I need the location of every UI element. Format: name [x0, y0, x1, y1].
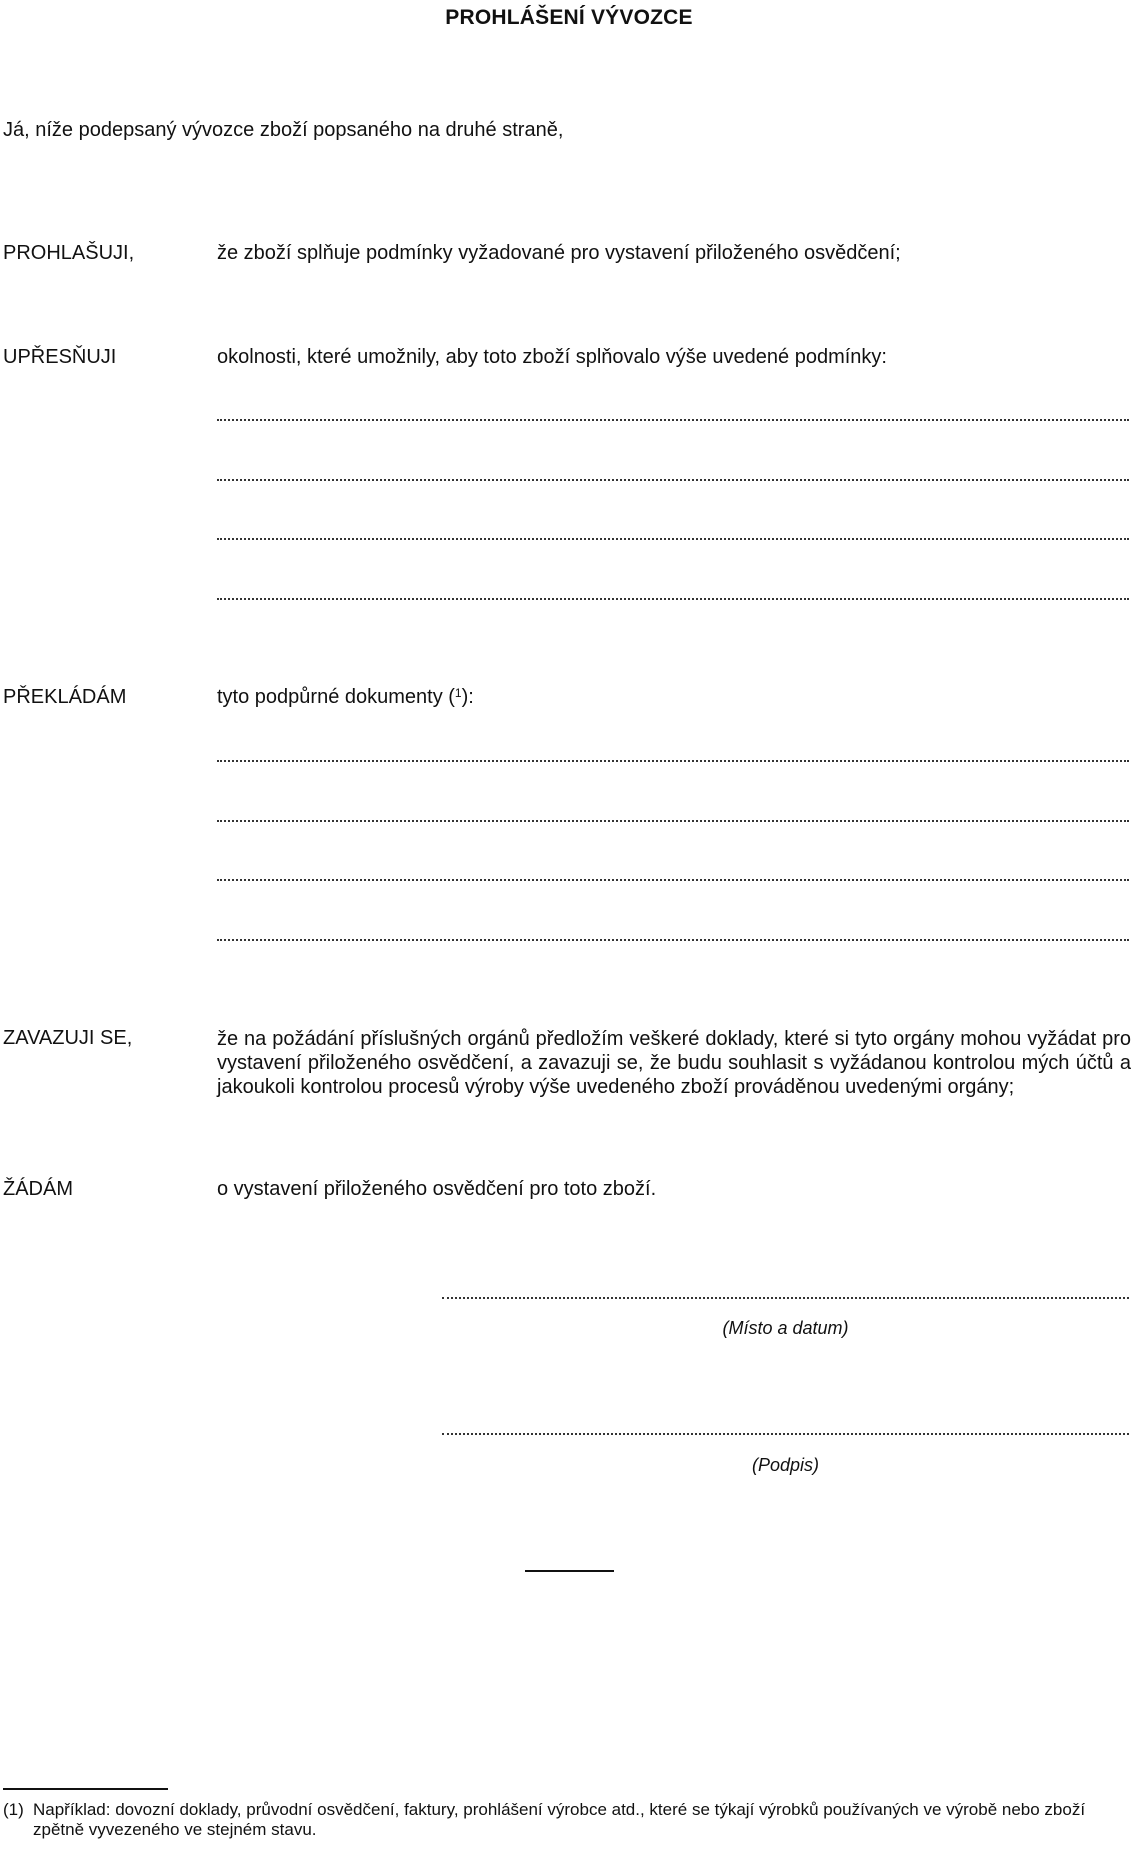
separator-rule — [525, 1570, 614, 1572]
footnote-rule — [3, 1788, 168, 1790]
footnote-mark: (1) — [3, 1800, 24, 1819]
footnote — [3, 1800, 1133, 1840]
text-zavazuji: že na požádání příslušných orgánů předložím veškeré doklady, které si tyto orgány mohou vyžádat pro vystavení přiloženého osvědčení, a zavazuji se, že budu souhlasit s vyžádanou kontrolou mých účtů a jakoukoli kontrolou procesů výroby výše uvedeného zboží prováděnou uvedenými orgány; — [217, 1028, 1131, 1098]
text-upresnuji: okolnosti, které umožnily, aby toto zboží splňovalo výše uvedené podmínky: — [217, 346, 887, 368]
signature-caption: (Podpis) — [751, 1455, 820, 1475]
text-prekladam — [217, 686, 474, 709]
fill-line-prekladam-4[interactable] — [217, 939, 1129, 941]
label-prohlasuji: PROHLAŠUJI, — [3, 242, 135, 264]
label-prekladam: PŘEKLÁDÁM — [3, 686, 127, 708]
intro-text: Já, níže podepsaný vývozce zboží popsaného na druhé straně, — [3, 119, 564, 141]
text-zadam: o vystavení přiloženého osvědčení pro toto zboží. — [217, 1178, 657, 1200]
fill-line-prekladam-3[interactable] — [217, 879, 1129, 881]
text-prohlasuji: že zboží splňuje podmínky vyžadované pro vystavení přiloženého osvědčení; — [217, 242, 901, 264]
fill-line-upresnuji-3[interactable] — [217, 538, 1129, 540]
fill-line-prekladam-1[interactable] — [217, 760, 1129, 762]
footnote-text: Například: dovozní doklady, průvodní osvědčení, faktury, prohlášení výrobce atd., které se týkají výrobků používaných ve výrobě nebo zboží zpětně vyvezeného ve stejném stavu. — [33, 1800, 1086, 1839]
label-zadam: ŽÁDÁM — [3, 1178, 73, 1200]
fill-line-upresnuji-1[interactable] — [217, 419, 1129, 421]
fill-line-upresnuji-2[interactable] — [217, 479, 1129, 481]
label-upresnuji: UPŘESŇUJI — [3, 346, 117, 368]
place-date-caption: (Místo a datum) — [722, 1318, 849, 1338]
fill-line-prekladam-2[interactable] — [217, 820, 1129, 822]
fill-line-upresnuji-4[interactable] — [217, 598, 1129, 600]
place-date-line[interactable] — [442, 1297, 1129, 1299]
text-prekladam-after: ): — [461, 686, 474, 708]
text-prekladam-before: tyto podpůrné dokumenty ( — [217, 686, 455, 708]
signature-line[interactable] — [442, 1433, 1129, 1435]
footnote-ref: 1 — [454, 686, 462, 700]
label-zavazuji: ZAVAZUJI SE, — [3, 1027, 133, 1049]
page-title: PROHLÁŠENÍ VÝVOZCE — [445, 6, 693, 29]
